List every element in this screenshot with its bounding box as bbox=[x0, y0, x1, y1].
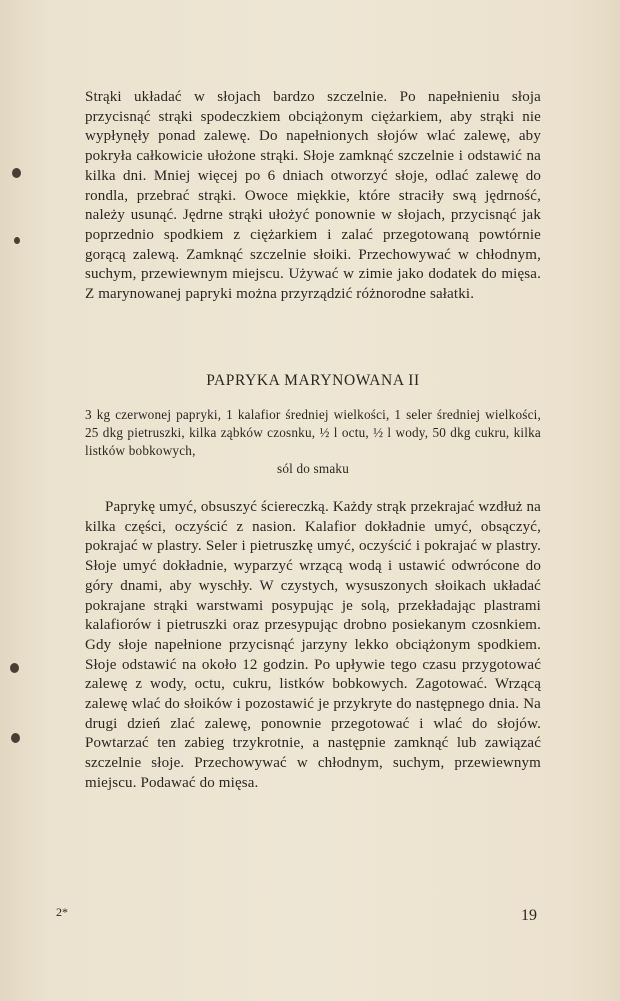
binding-hole-mark bbox=[14, 237, 20, 244]
ingredients-last-line: sól do smaku bbox=[276, 461, 349, 476]
recipe-title: PAPRYKA MARYNOWANA II bbox=[206, 372, 420, 389]
paragraph-continued: Strąki układać w słojach bardzo szczelnie. Po napełnieniu słoja przycisnąć strąki spodeczkiem obciążonym ciężarkiem, aby strąki nie wypłynęły ponad zalewę. Do napełnionych słojów wlać zalewę, aby pokryła całkowicie ułożone strąki. Słoje zamknąć szczelnie i odstawić na kilka dni. Mniej więcej po 6 dniach otworzyć słoje, odlać zalewę do rondla, przebrać strąki. Owoce miękkie, które straciły swą jędrność, należy usunąć. Jędrne strąki ułożyć ponownie w słojach, przycisnąć jak poprzednio spodkiem z ciężarkiem i zalać przegotowaną powtórnie gorącą zalewą. Zamknąć szczelnie słoiki. Przechowywać w chłodnym, suchym, przewiewnym miejscu. Używać w zimie jako dodatek do mięsa. Z marynowanej papryki można przyrządzić różnorodne sałatki. bbox=[85, 89, 541, 303]
signature-mark: 2* bbox=[56, 905, 68, 919]
recipe-instructions: Paprykę umyć, obsuszyć ściereczką. Każdy strąk przekrajać wzdłuż na kilka części, oczyścić z nasion. Kalafior dokładnie umyć, obsączyć, pokrajać w plastry. Seler i pietruszkę umyć, oczyścić i pokrajać w plastry. Słoje umyć dokładnie, wyparzyć wrzącą wodą i ustawić odwrócone do góry dnami, aby wyschły. W czystych, wysuszonych słoikach układać pokrajane strąki warstwami posypując je solą, przekładając plastrami kalafiorów i pietruszki oraz przesypując drobno posiekanym czosnkiem. Gdy słoje napełnione przycisnąć jarzyny lekko obciążonym spodkiem. Słoje odstawić na około 12 godzin. Po upływie tego czasu przygotować zalewę z wody, octu, cukru, listków bobkowych. Zagotować. Wrzącą zalewę wlać do słoików i pozostawić je przykryte do następnego dnia. Na drugi dzień zlać zalewę, ponownie przegotować i wlać do słojów. Powtarzać ten zabieg trzykrotnie, a następnie zamknąć lub zawiązać szczelnie słoje. Przechowywać w chłodnym, suchym, przewiewnym miejscu. Podawać do mięsa. bbox=[85, 499, 541, 791]
binding-hole-mark bbox=[11, 733, 20, 743]
ingredients-list bbox=[85, 406, 541, 478]
binding-hole-mark bbox=[10, 663, 19, 673]
binding-hole-mark bbox=[12, 168, 21, 178]
ingredients-text: 3 kg czerwonej papryki, 1 kalafior średniej wielkości, 1 seler średniej wielkości, 25 dkg pietruszki, kilka ząbków czosnku, ½ l octu, ½ l wody, 50 dkg cukru, kilka listków bobkowych, bbox=[85, 407, 541, 458]
page-number: 19 bbox=[521, 907, 537, 924]
